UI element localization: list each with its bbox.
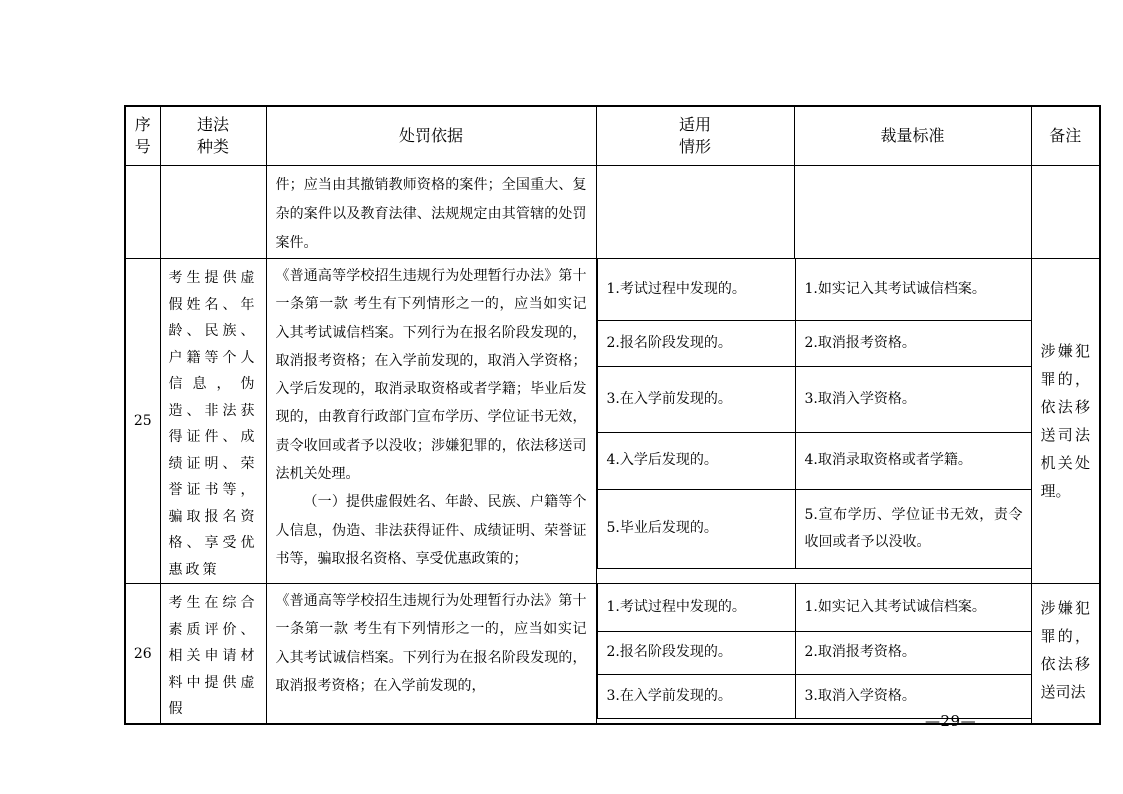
cell-seq: 26: [125, 584, 160, 724]
page-number: —29—: [925, 712, 977, 730]
standard-item: 3.取消入学资格。: [795, 674, 1031, 718]
cell-basis: 《普通高等学校招生违规行为处理暂行办法》第十一条第一款 考生有下列情形之一的，应当如实记入其考试诚信档案。下列行为在报名阶段发现的，取消报考资格；在入学前发现的，: [266, 584, 596, 724]
header-standard: 裁量标准: [794, 106, 1031, 166]
cell-seq: 25: [125, 259, 160, 584]
table-header-row: [125, 106, 1100, 166]
standard-item: 2.取消报考资格。: [795, 320, 1031, 366]
standard-item: 3.取消入学资格。: [795, 366, 1031, 432]
cell-note: [1031, 166, 1100, 259]
cell-basis: [266, 259, 596, 584]
header-situation: 适用 情形: [596, 106, 794, 166]
situation-item: 2.报名阶段发现的。: [597, 320, 795, 366]
cell-basis: 件；应当由其撤销教师资格的案件；全国重大、复杂的案件以及教育法律、法规规定由其管辖的处罚案件。: [266, 166, 596, 259]
situation-standard-list: [597, 259, 1032, 569]
cell-standard: [794, 166, 1031, 259]
situation-standard-list: [597, 584, 1032, 719]
cell-type: 考生在综合素质评价、相关申请材料中提供虚假: [160, 584, 266, 724]
header-type: 违法 种类: [160, 106, 266, 166]
basis-paragraph: （一）提供虚假姓名、年龄、民族、户籍等个人信息，伪造、非法获得证件、成绩证明、荣誉证书等，骗取报名资格、享受优惠政策的；: [275, 494, 587, 567]
penalty-table: [124, 105, 1101, 725]
cell-note: 涉嫌犯罪的，依法移送司法机关处理。: [1031, 259, 1100, 584]
basis-paragraph: 《普通高等学校招生违规行为处理暂行办法》第十一条第一款 考生有下列情形之一的，应当如实记入其考试诚信档案。下列行为在报名阶段发现的，取消报考资格；在入学前发现的，取消入学资格；入学后发现的，取消录取资格或者学籍；毕业后发现的，由教育行政部门宣布学历、学位证书无效，责令收回或者予以没收；涉嫌犯罪的，依法移送司法机关处理。: [275, 268, 587, 483]
header-basis: 处罚依据: [266, 106, 596, 166]
table-row-25: [125, 259, 1100, 584]
header-seq: 序 号: [125, 106, 160, 166]
situation-item: 3.在入学前发现的。: [597, 674, 795, 718]
header-note: 备注: [1031, 106, 1100, 166]
standard-item: 4.取消录取资格或者学籍。: [795, 432, 1031, 489]
situation-item: 1.考试过程中发现的。: [597, 584, 795, 631]
cell-type: 考生提供虚假姓名、年龄、民族、户籍等个人信息，伪造、非法获得证件、成绩证明、荣誉证书等，骗取报名资格、享受优惠政策: [160, 259, 266, 584]
table-row-26: [125, 584, 1100, 724]
situation-item: 2.报名阶段发现的。: [597, 631, 795, 674]
standard-item: 2.取消报考资格。: [795, 631, 1031, 674]
standard-item: 1.如实记入其考试诚信档案。: [795, 259, 1031, 320]
situation-item: 3.在入学前发现的。: [597, 366, 795, 432]
standard-item: 1.如实记入其考试诚信档案。: [795, 584, 1031, 631]
situation-item: 5.毕业后发现的。: [597, 489, 795, 568]
situation-item: 1.考试过程中发现的。: [597, 259, 795, 320]
situation-item: 4.入学后发现的。: [597, 432, 795, 489]
cell-seq: [125, 166, 160, 259]
cell-situation-standard: [596, 584, 1031, 724]
cell-situation: [596, 166, 794, 259]
cell-situation-standard: [596, 259, 1031, 584]
table-row-continued: [125, 166, 1100, 259]
cell-type: [160, 166, 266, 259]
standard-item: 5.宣布学历、学位证书无效，责令收回或者予以没收。: [795, 489, 1031, 568]
cell-note: 涉嫌犯罪的，依法移送司法: [1031, 584, 1100, 724]
